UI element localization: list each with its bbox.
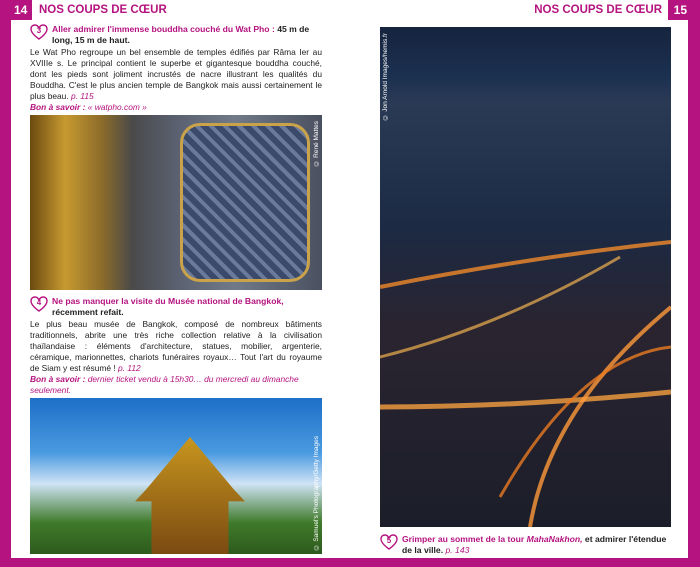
item-header [380, 534, 668, 556]
item-header [30, 296, 322, 318]
national-museum-photo [30, 398, 322, 554]
good-to-know: Bon à savoir : « watpho.com » [30, 102, 147, 112]
left-bottom-bar [0, 558, 350, 567]
heart-number-icon [380, 534, 398, 550]
page-number: 14 [14, 3, 28, 17]
item-body: Le Wat Pho regroupe un bel ensemble de temples édifiés par Râma Ier au XVIIIe s. Le principal contient le superbe et gigantesque bouddha couché, dont les pieds sont joliment incrustés de nacre illustrant les qualités du Bouddha. C'est le plus ancien temple de Bangkok mais aussi certainement le plus beau. p. 115 [30, 47, 322, 101]
item-section-3 [30, 24, 322, 290]
item-body: Le plus beau musée de Bangkok, composé de nombreux bâtiments traditionnels, abrite une très riche collection relative à la civilisation thaïlandaise : éléments d'architecture, statues, mobilier, argenterie, céramique, marionnettes, chariots funéraires royaux… Tout l'art du royaume de Siam y est résumé ! p. 112 [30, 319, 322, 373]
left-margin-bar [0, 0, 11, 567]
good-to-know: Bon à savoir : dernier ticket vendu à 15h30… du mercredi au dimanche seulement. [30, 374, 299, 395]
running-head: NOS COUPS DE CŒUR [39, 4, 167, 16]
photo-credit: © Samuel's Photography/Getty Images [313, 435, 320, 550]
right-bottom-bar [350, 558, 700, 567]
heart-number-icon [30, 296, 48, 312]
item-title: Ne pas manquer la visite du Musée national de Bangkok, récemment refait. [52, 296, 284, 317]
item-title: Aller admirer l'immense bouddha couché du Wat Pho : 45 m de long, 15 m de haut. [52, 24, 310, 45]
item-number: 5 [386, 536, 392, 545]
highway-light-trails [380, 27, 671, 527]
item-title: Grimper au sommet de la tour MahaNakhon, et admirer l'étendue de la ville. p. 143 [402, 534, 667, 555]
item-section-4 [30, 296, 322, 554]
pavilion [135, 437, 245, 554]
item-header [30, 24, 322, 46]
right-margin-bar [688, 0, 700, 567]
photo-credit: © René Mattes [313, 121, 320, 167]
bangkok-night-skyline-photo [380, 27, 671, 527]
reclining-buddha-photo [30, 115, 322, 290]
buddha-feet [180, 123, 310, 282]
item-number: 4 [36, 298, 42, 307]
photo-credit: © Jon Arnold Images/hemis.fr [382, 33, 389, 121]
item-number: 3 [36, 26, 42, 35]
running-head: NOS COUPS DE CŒUR [534, 4, 662, 16]
heart-number-icon [30, 24, 48, 40]
page-number: 15 [673, 3, 687, 17]
